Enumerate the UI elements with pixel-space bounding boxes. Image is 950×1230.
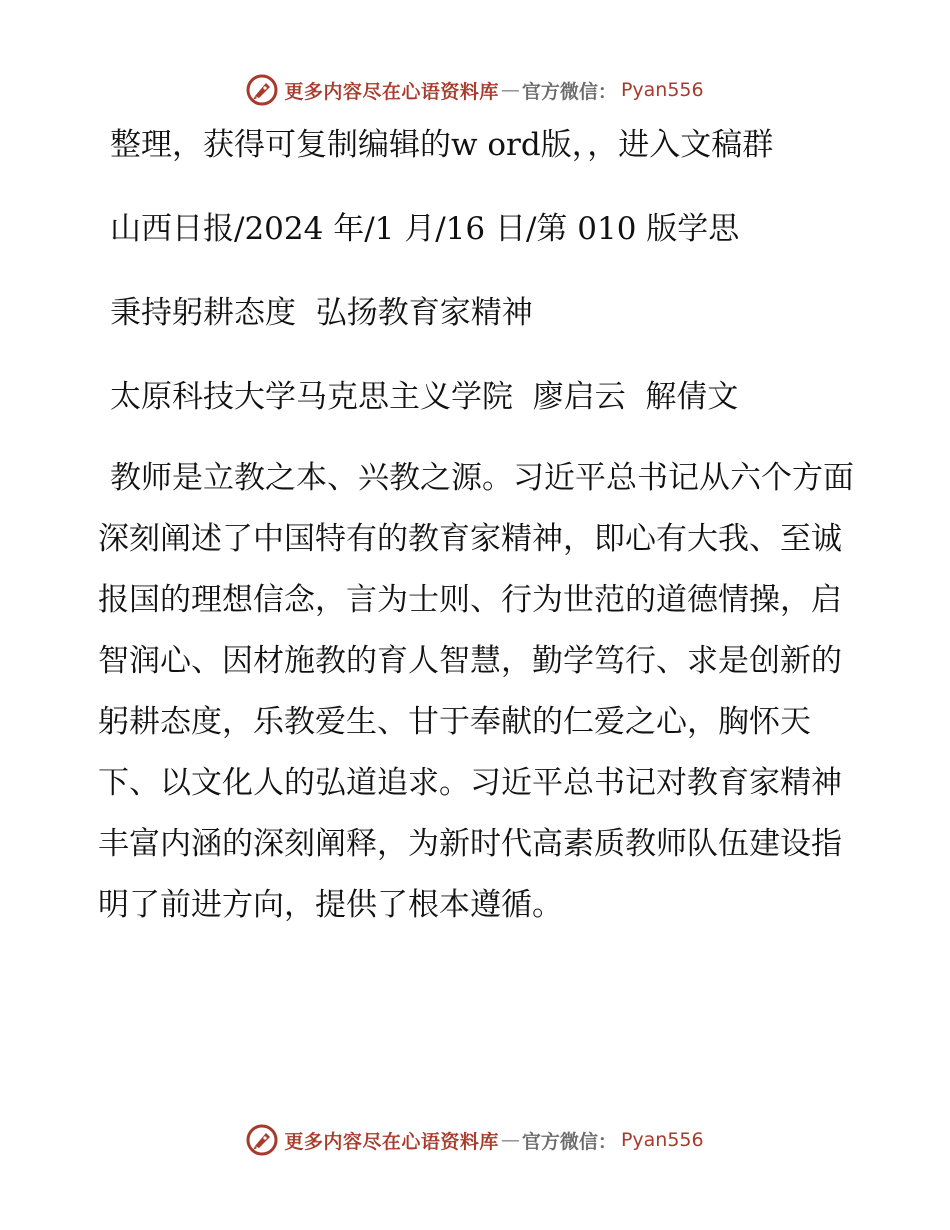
watermark-label: 官方微信： (521, 1130, 617, 1153)
article-title: 秉持躬耕态度 弘扬教育家精神 (110, 295, 533, 331)
author-line: 太原科技大学马克思主义学院 廖启云 解倩文 (110, 379, 739, 415)
source-line: 山西日报/2024 年/1 月/16 日/第 010 版学思 (110, 211, 740, 247)
watermark-text: 更多内容尽在心语资料库 (284, 80, 499, 103)
watermark-banner-bottom (0, 1120, 950, 1160)
watermark-dash: — (500, 79, 520, 101)
watermark-text: 更多内容尽在心语资料库 (284, 1130, 499, 1153)
watermark-wechat-id: Pyan556 (620, 1129, 704, 1151)
pen-nib-logo-icon (246, 74, 278, 106)
watermark-label: 官方微信： (521, 80, 617, 103)
watermark-dash: — (500, 1129, 520, 1151)
watermark-banner-top (0, 70, 950, 110)
watermark-wechat-id: Pyan556 (620, 79, 704, 101)
pen-nib-logo-icon (246, 1124, 278, 1156)
intro-text: 整理，获得可复制编辑的w ord版，，进入文稿群 (110, 127, 774, 163)
document-content (98, 118, 858, 966)
body-paragraph: 教师是立教之本、兴教之源。习近平总书记从六个方面深刻阐述了中国特有的教育家精神，即心有大我、至诚报国的理想信念，言为士则、行为世范的道德情操，启智润心、因材施教的育人智慧，勤学笃行、求是创新的躬耕态度，乐教爱生、甘于奉献的仁爱之心，胸怀天下、以文化人的弘道追求。习近平总书记对教育家精神丰富内涵的深刻阐释，为新时代高素质教师队伍建设指明了前进方向，提供了根本遵循。 (98, 460, 854, 923)
